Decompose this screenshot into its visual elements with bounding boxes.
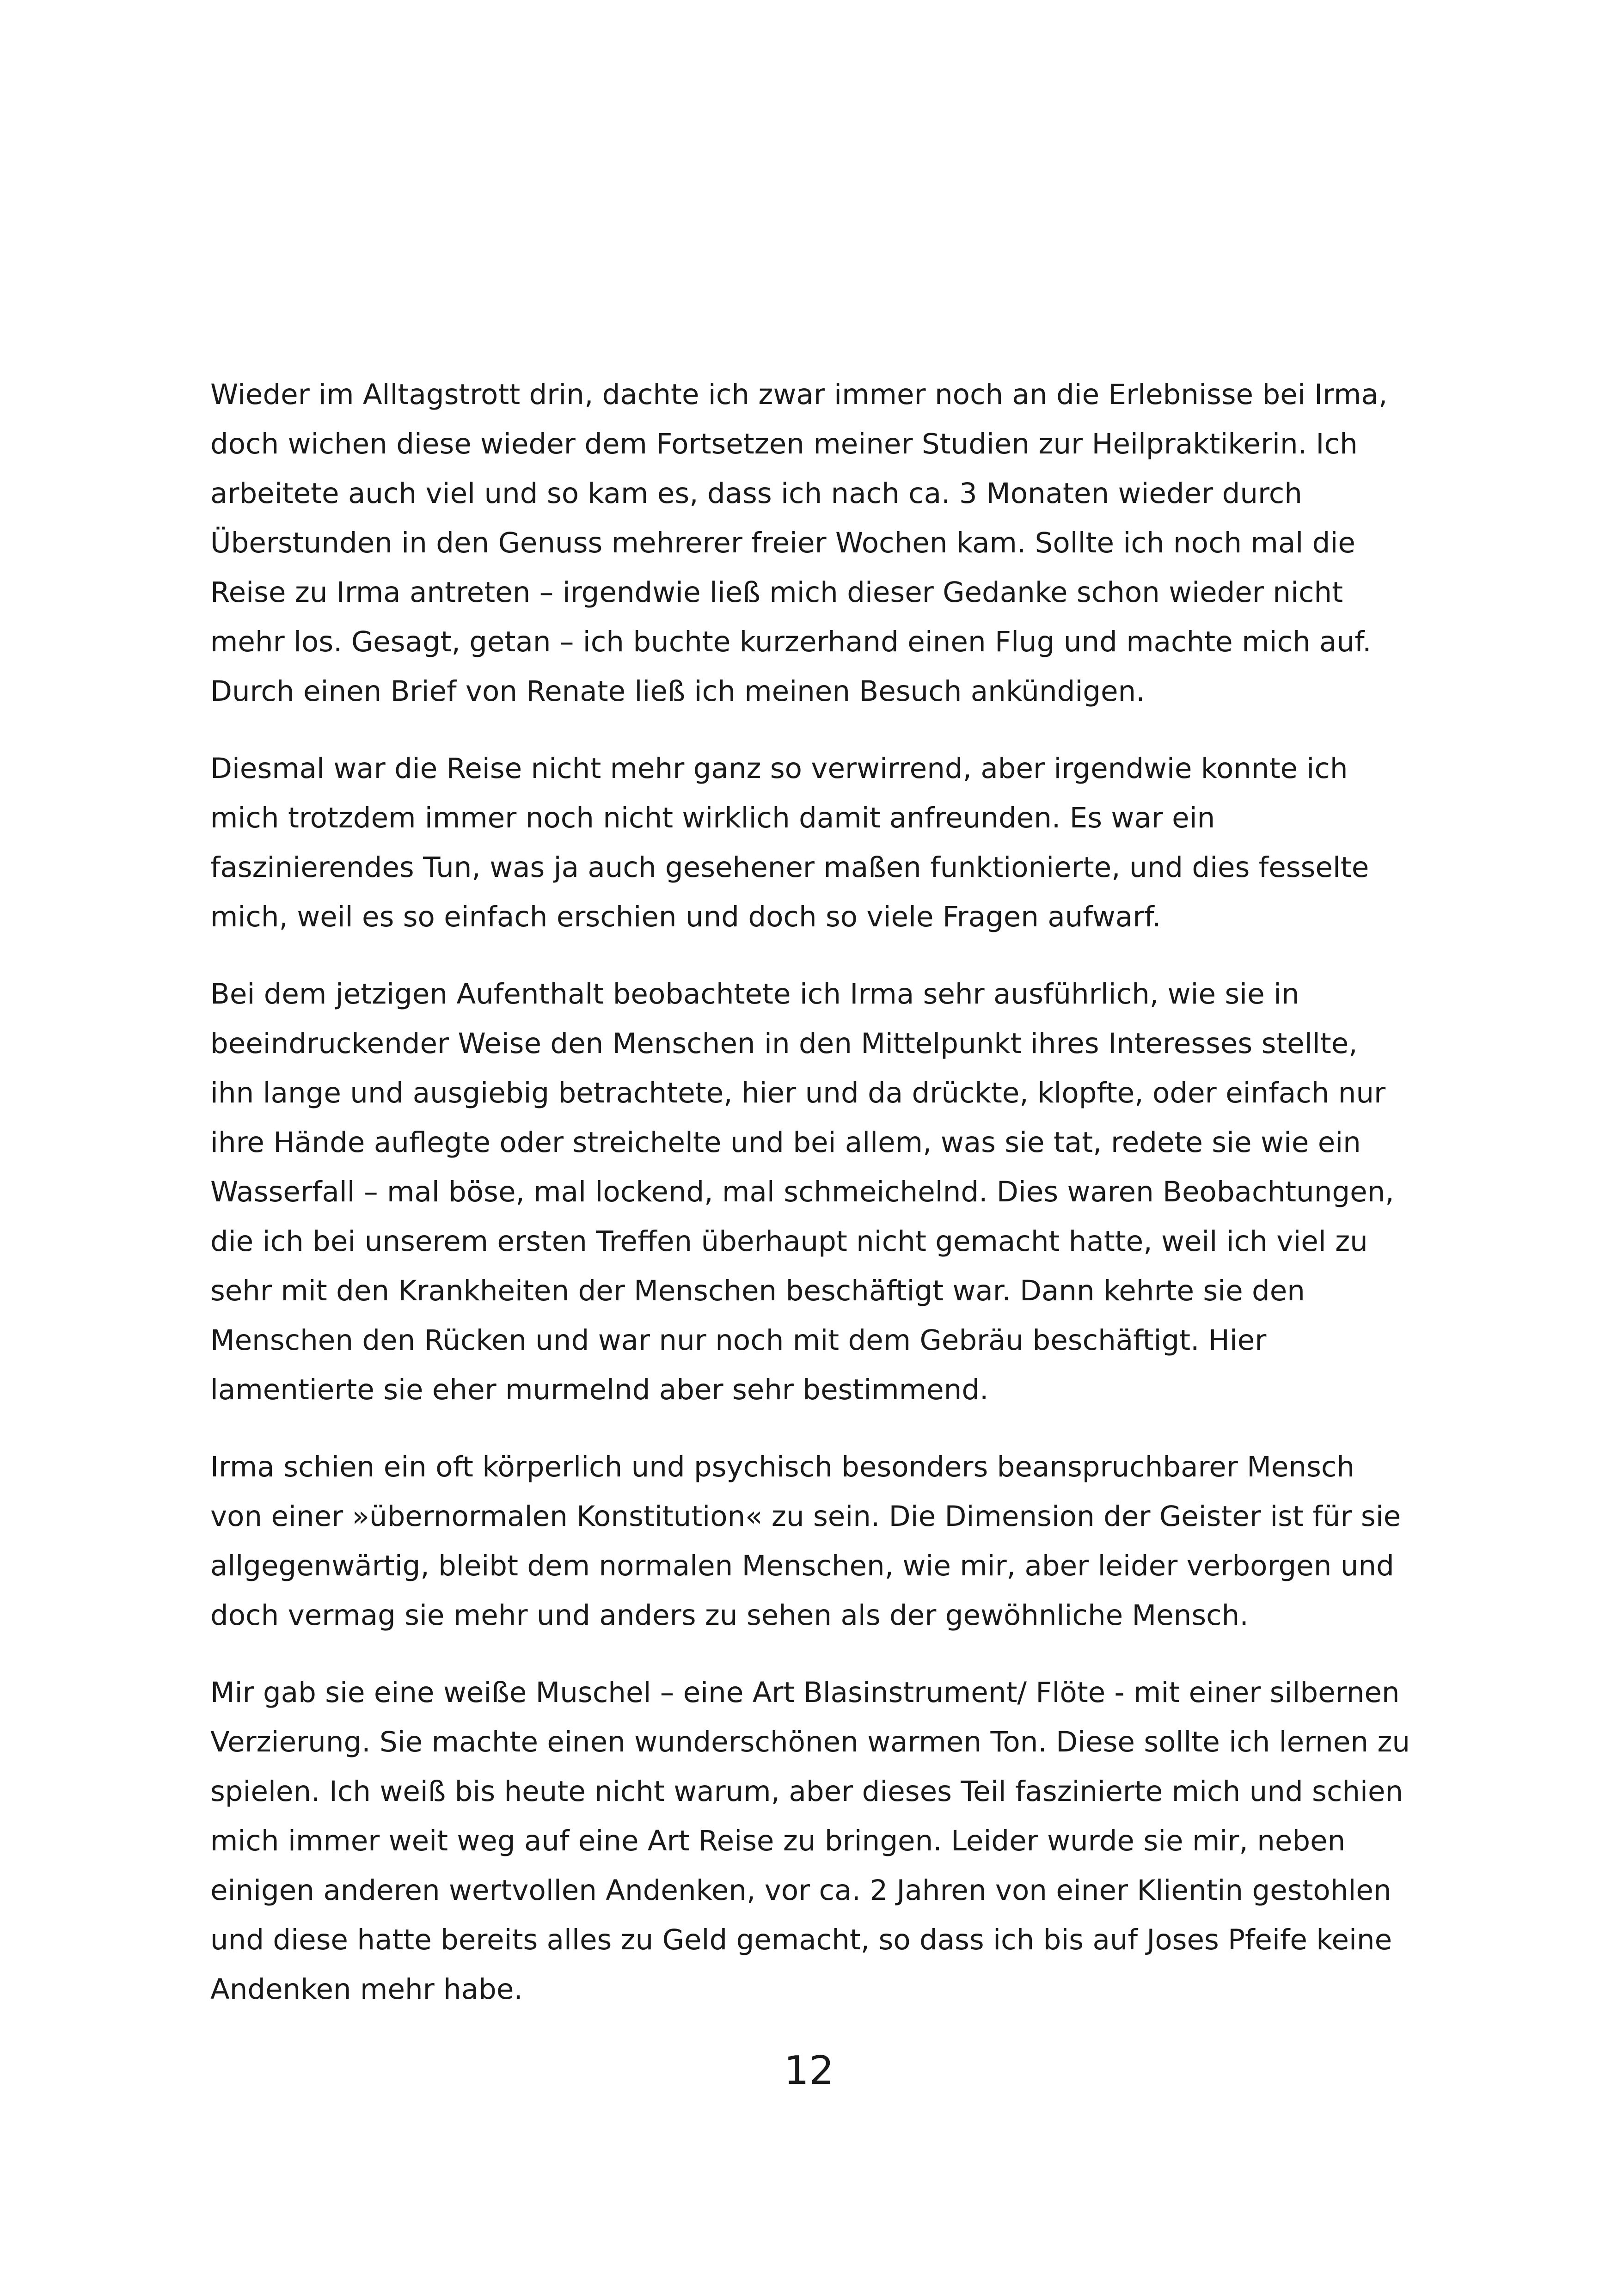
paragraph-1: Wieder im Alltagstrott drin, dachte ich zwar immer noch an die Erlebnisse bei Irma, doch wichen diese wieder dem Fortsetzen meiner Studien zur Heilpraktikerin. Ich arbeitete auch viel und so kam es, dass ich nach ca. 3 Monaten wieder durch Überstunden in den Genuss mehrerer freier Wochen kam. Sollte ich noch mal die Reise zu Irma antreten – irgendwie ließ mich dieser Gedanke schon wieder nicht mehr los. Gesagt, getan – ich buchte kurzerhand einen Flug und machte mich auf. Durch einen Brief von Renate ließ ich meinen Besuch ankündigen. (210, 378, 1388, 708)
body-text (210, 370, 1440, 2014)
paragraph-3: Bei dem jetzigen Aufenthalt beobachtete ich Irma sehr ausführlich, wie sie in beeindruckender Weise den Menschen in den Mittelpunkt ihres Interesses stellte, ihn lange und ausgiebig betrachtete, hier und da drückte, klopfte, oder einfach nur ihre Hände auflegte oder streichelte und bei allem, was sie tat, redete sie wie ein Wasserfall – mal böse, mal lockend, mal schmeichelnd. Dies waren Beobachtungen, die ich bei unserem ersten Treffen überhaupt nicht gemacht hatte, weil ich viel zu sehr mit den Krankheiten der Menschen beschäftigt war. Dann kehrte sie den Menschen den Rücken und war nur noch mit dem Gebräu beschäftigt. Hier lamentierte sie eher murmelnd aber sehr bestimmend. (210, 978, 1394, 1406)
paragraph-2: Diesmal war die Reise nicht mehr ganz so verwirrend, aber irgendwie konnte ich mich trotzdem immer noch nicht wirklich damit anfreunden. Es war ein faszinierendes Tun, was ja auch gesehener maßen funktionierte, und dies fesselte mich, weil es so einfach erschien und doch so viele Fragen aufwarf. (210, 752, 1369, 933)
page-number: 12 (784, 2048, 834, 2094)
paragraph-4: Irma schien ein oft körperlich und psychisch besonders beanspruchbarer Mensch von einer »übernormalen Konstitution« zu sein. Die Dimension der Geister ist für sie allgegenwärtig, bleibt dem normalen Menschen, wie mir, aber leider verborgen und doch vermag sie mehr und anders zu sehen als der gewöhnliche Mensch. (210, 1451, 1401, 1632)
paragraph-5: Mir gab sie eine weiße Muschel – eine Art Blasinstrument/ Flöte - mit einer silbernen Verzierung. Sie machte einen wunderschönen warmen Ton. Diese sollte ich lernen zu spielen. Ich weiß bis heute nicht warum, aber dieses Teil faszinierte mich und schien mich immer weit weg auf eine Art Reise zu bringen. Leider wurde sie mir, neben einigen anderen wertvollen Andenken, vor ca. 2 Jahren von einer Klientin gestohlen und diese hatte bereits alles zu Geld gemacht, so dass ich bis auf Joses Pfeife keine Andenken mehr habe. (210, 1676, 1410, 2006)
